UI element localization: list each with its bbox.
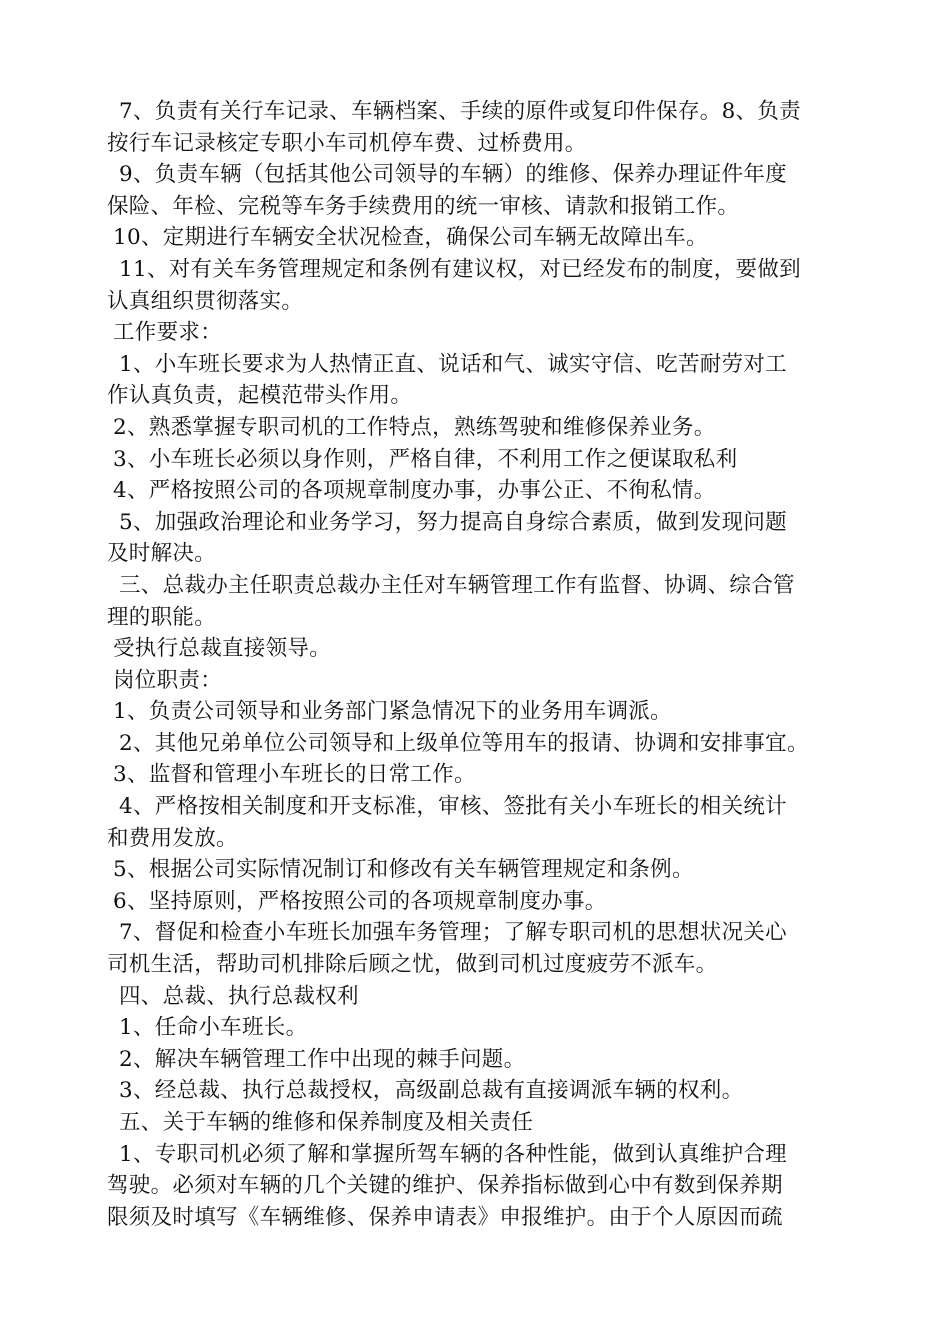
text-line: 5、根据公司实际情况制订和修改有关车辆管理规定和条例。 bbox=[113, 857, 694, 883]
document-body bbox=[107, 96, 852, 1233]
text-line: 按行车记录核定专职小车司机停车费、过桥费用。 bbox=[107, 130, 587, 156]
text-line: 驾驶。必须对车辆的几个关键的维护、保养指标做到心中有数到保养期 bbox=[107, 1173, 783, 1199]
text-line: 9、负责车辆（包括其他公司领导的车辆）的维修、保养办理证件年度 bbox=[119, 162, 787, 188]
text-line: 7、督促和检查小车班长加强车务管理；了解专职司机的思想状况关心 bbox=[119, 920, 787, 946]
text-line: 1、专职司机必须了解和掌握所驾车辆的各种性能，做到认真维护合理 bbox=[119, 1141, 787, 1167]
text-line: 和费用发放。 bbox=[107, 825, 238, 851]
text-line: 岗位职责： bbox=[113, 667, 223, 693]
text-line: 3、监督和管理小车班长的日常工作。 bbox=[113, 762, 476, 788]
text-line: 6、坚持原则，严格按照公司的各项规章制度办事。 bbox=[113, 888, 607, 914]
text-line: 作认真负责，起模范带头作用。 bbox=[107, 383, 413, 409]
text-line: 五、关于车辆的维修和保养制度及相关责任 bbox=[119, 1110, 534, 1135]
text-line: 2、其他兄弟单位公司领导和上级单位等用车的报请、协调和安排事宜。 bbox=[119, 730, 809, 756]
text-line: 受执行总裁直接领导。 bbox=[113, 636, 332, 662]
text-line: 5、加强政治理论和业务学习，努力提高自身综合素质，做到发现问题 bbox=[119, 509, 787, 535]
text-line: 及时解决。 bbox=[107, 541, 217, 567]
text-line: 11、对有关车务管理规定和条例有建议权，对已经发布的制度，要做到 bbox=[119, 256, 801, 282]
text-line: 4、严格按照公司的各项规章制度办事，办事公正、不徇私情。 bbox=[113, 478, 716, 504]
text-line: 理的职能。 bbox=[107, 604, 217, 630]
text-line: 1、小车班长要求为人热情正直、说话和气、诚实守信、吃苦耐劳对工 bbox=[119, 351, 787, 377]
text-line: 工作要求： bbox=[113, 320, 223, 346]
text-line: 保险、年检、完税等车务手续费用的统一审核、请款和报销工作。 bbox=[107, 193, 740, 219]
text-line: 3、经总裁、执行总裁授权，高级副总裁有直接调派车辆的权利。 bbox=[119, 1078, 744, 1104]
text-line: 10、定期进行车辆安全状况检查，确保公司车辆无故障出车。 bbox=[113, 225, 708, 251]
text-line: 1、负责公司领导和业务部门紧急情况下的业务用车调派。 bbox=[113, 699, 672, 725]
text-line: 限须及时填写《车辆维修、保养申请表》申报维护。由于个人原因而疏 bbox=[107, 1204, 783, 1230]
text-line: 三、总裁办主任职责总裁办主任对车辆管理工作有监督、协调、综合管 bbox=[119, 572, 795, 598]
text-line: 2、解决车辆管理工作中出现的棘手问题。 bbox=[119, 1046, 526, 1072]
text-line: 7、负责有关行车记录、车辆档案、手续的原件或复印件保存。8、负责 bbox=[119, 99, 801, 124]
text-line: 4、严格按相关制度和开支标准，审核、签批有关小车班长的相关统计 bbox=[119, 794, 787, 820]
text-line: 认真组织贯彻落实。 bbox=[107, 288, 304, 314]
text-line: 司机生活，帮助司机排除后顾之忧，做到司机过度疲劳不派车。 bbox=[107, 952, 718, 978]
text-line: 3、小车班长必须以身作则，严格自律，不利用工作之便谋取私利 bbox=[113, 446, 738, 472]
text-line: 1、任命小车班长。 bbox=[119, 1015, 308, 1041]
text-line: 2、熟悉掌握专职司机的工作特点，熟练驾驶和维修保养业务。 bbox=[113, 414, 716, 440]
text-line: 四、总裁、执行总裁权利 bbox=[119, 983, 359, 1009]
